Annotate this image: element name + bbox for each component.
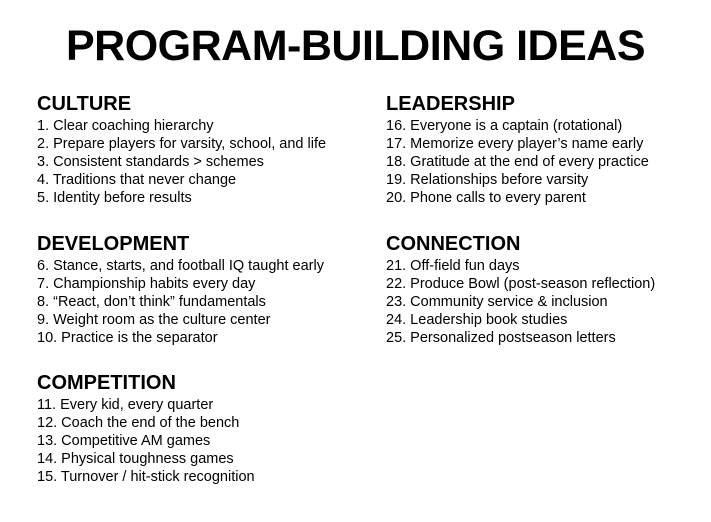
section-heading-leadership: LEADERSHIP [386, 93, 515, 115]
list-item: 9. Weight room as the culture center [37, 312, 271, 328]
connection-list [386, 257, 655, 347]
development-list [37, 257, 324, 347]
list-item: 1. Clear coaching hierarchy [37, 118, 214, 134]
list-item: 14. Physical toughness games [37, 451, 234, 467]
list-item: 5. Identity before results [37, 190, 192, 206]
list-item: 21. Off-field fun days [386, 258, 520, 274]
list-item: 19. Relationships before varsity [386, 172, 589, 188]
section-competition [37, 371, 255, 486]
list-item: 23. Community service & inclusion [386, 294, 608, 310]
section-connection [386, 232, 655, 347]
list-item: 15. Turnover / hit-stick recognition [37, 469, 255, 485]
list-item: 4. Traditions that never change [37, 172, 237, 188]
list-item: 24. Leadership book studies [386, 312, 568, 328]
list-item: 25. Personalized postseason letters [386, 330, 616, 346]
section-heading-connection: CONNECTION [386, 233, 521, 255]
section-heading-culture: CULTURE [37, 93, 132, 115]
section-culture [37, 92, 326, 207]
section-heading-competition: COMPETITION [37, 372, 176, 394]
section-leadership [386, 92, 649, 207]
list-item: 8. “React, don’t think” fundamentals [37, 294, 266, 310]
list-item: 10. Practice is the separator [37, 330, 218, 346]
list-item: 16. Everyone is a captain (rotational) [386, 118, 623, 134]
culture-list [37, 117, 326, 207]
list-item: 20. Phone calls to every parent [386, 190, 586, 206]
list-item: 7. Championship habits every day [37, 276, 256, 292]
list-item: 11. Every kid, every quarter [37, 397, 214, 413]
section-development [37, 232, 324, 347]
list-item: 12. Coach the end of the bench [37, 415, 240, 431]
list-item: 2. Prepare players for varsity, school, and life [37, 136, 327, 152]
list-item: 3. Consistent standards > schemes [37, 154, 264, 170]
list-item: 18. Gratitude at the end of every practice [386, 154, 649, 170]
list-item: 22. Produce Bowl (post-season reflection) [386, 276, 656, 292]
list-item: 6. Stance, starts, and football IQ taught early [37, 258, 324, 274]
competition-list [37, 396, 255, 486]
page-title: PROGRAM-BUILDING IDEAS [65, 22, 646, 70]
list-item: 13. Competitive AM games [37, 433, 211, 449]
list-item: 17. Memorize every player’s name early [386, 136, 644, 152]
leadership-list [386, 117, 649, 207]
section-heading-development: DEVELOPMENT [37, 233, 190, 255]
